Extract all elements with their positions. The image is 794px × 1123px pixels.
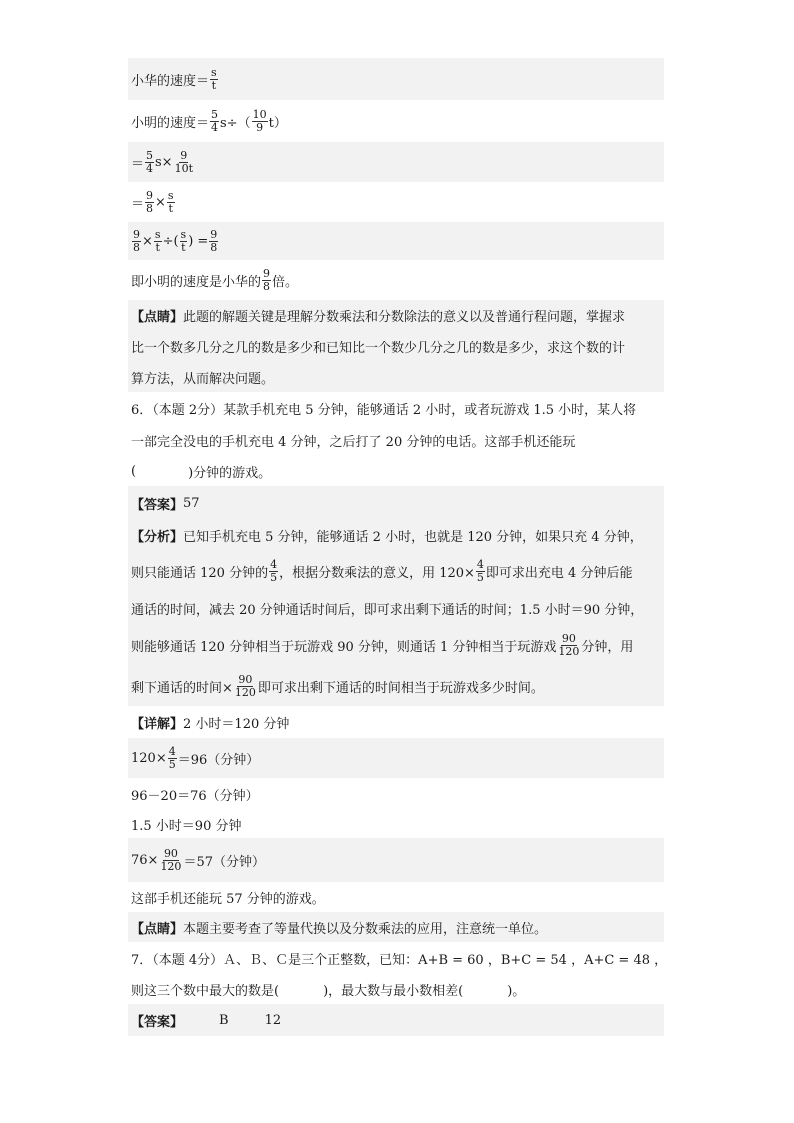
fraction: $\frac{5}{4}$	[146, 148, 154, 175]
solution-line: 小明的速度＝ $\frac{5}{4}$ s÷（ $\frac{10}{9}$ t）	[128, 100, 664, 142]
fraction: $\frac{9}{10t}$	[174, 148, 194, 175]
fraction: $\frac{90}{120}$	[160, 846, 182, 873]
point-tag: 【点睛】	[131, 921, 184, 937]
question-7-line: 则这三个数中最大的数是( )，最大数与最小数相差( )。	[128, 974, 664, 1004]
detail-line: 【详解】 2 小时＝120 分钟	[128, 706, 664, 738]
point-line: 比一个数多几分之几的数是多少和已知比一个数少几分之几的数是多少，求这个数的计	[128, 330, 664, 362]
document-page	[128, 58, 668, 1036]
solution-line: ＝ $\frac{9}{8}$ × $\frac{s}{t}$	[128, 182, 664, 222]
answer-line	[128, 486, 664, 520]
fraction: $\frac{s}{t}$	[180, 227, 187, 254]
point-line: 【点睛】 本题主要考查了等量代换以及分数乘法的应用，注意统一单位。	[128, 912, 664, 942]
question-6-line: 6．（本题 2分）某款手机充电 5 分钟，能够通话 2 小时，或者玩游戏 1.5 小时，某人将	[128, 392, 664, 424]
solution-line: $\frac{9}{8}$ × $\frac{s}{t}$ ÷( $\frac{s}{t}$ ) = $\frac{9}{8}$	[128, 222, 664, 260]
analysis-line: 通话的时间，减去 20 分钟通话时间后，即可求出剩下通话的时间；1.5 小时＝90 分钟，	[128, 592, 664, 624]
answer-value: 57	[183, 495, 200, 511]
detail-line: 120× $\frac{4}{5}$ ＝96（分钟）	[128, 738, 664, 778]
fraction: $\frac{9}{8}$	[133, 227, 140, 254]
solution-line	[128, 58, 664, 100]
analysis-tag: 【分析】	[131, 529, 184, 545]
fraction: $\frac{s}{t}$	[167, 188, 174, 215]
solution-line: 即小明的速度是小华的 $\frac{9}{8}$ 倍。	[128, 260, 664, 300]
analysis-line: 【分析】 已知手机充电 5 分钟，能够通话 2 小时，也就是 120 分钟，如果只充 4 分钟，	[128, 520, 664, 550]
detail-line: 76× $\frac{90}{120}$ ＝57（分钟）	[128, 838, 664, 882]
solution-line: ＝ $\frac{5}{4}$ s× $\frac{9}{10t}$	[128, 142, 664, 182]
fraction: $\frac{9}{8}$	[210, 227, 218, 254]
fraction: $\frac{4}{5}$	[476, 557, 484, 584]
question-7-line: 7．（本题 4分）Ａ、Ｂ、Ｃ是三个正整数，已知：A+B = 60 ，B+C = 54 ，A+C = 48 ，	[128, 942, 664, 974]
fraction: $\frac{4}{5}$	[168, 744, 176, 771]
question-6-line: ( )分钟的游戏。	[128, 456, 664, 486]
detail-line: 这部手机还能玩 57 分钟的游戏。	[128, 882, 664, 912]
analysis-line: 则能够通话 120 分钟相当于玩游戏 90 分钟，则通话 1 分钟相当于玩游戏 $\frac{90}{120}$ 分钟，用	[128, 624, 664, 666]
answer-value: 12	[264, 1012, 282, 1028]
fraction: $\frac{s}{t}$	[154, 227, 161, 254]
fraction: $\frac{4}{5}$	[270, 557, 278, 584]
detail-line: 96－20＝76（分钟）	[128, 778, 664, 810]
point-line: 算方法，从而解决问题。	[128, 362, 664, 392]
fraction: $\frac{90}{120}$	[234, 672, 256, 699]
fraction: $\frac{10}{9}$	[252, 107, 267, 134]
fraction: $\frac{9}{8}$	[263, 266, 271, 293]
detail-tag: 【详解】	[131, 716, 184, 732]
fraction: $\frac{90}{120}$	[558, 631, 580, 658]
answer-tag: 【答案】	[131, 497, 184, 513]
fraction: $\frac{5}{4}$	[211, 107, 219, 134]
point-tag: 【点睛】	[131, 309, 184, 325]
fraction: $\frac{9}{8}$	[146, 188, 154, 215]
answer-value: B	[219, 1012, 229, 1028]
analysis-line: 剩下通话的时间× $\frac{90}{120}$ 即可求出剩下通话的时间相当于玩游戏多少时间。	[128, 666, 664, 706]
point-line: 【点睛】 此题的解题关键是理解分数乘法和分数除法的意义以及普通行程问题，掌握求	[128, 300, 664, 330]
answer-tag: 【答案】	[131, 1014, 184, 1030]
question-6-line: 一部完全没电的手机充电 4 分钟，之后打了 20 分钟的电话。这部手机还能玩	[128, 424, 664, 456]
answer-line	[128, 1004, 664, 1036]
analysis-line: 则只能通话 120 分钟的 $\frac{4}{5}$ ，根据分数乘法的意义，用 120× $\frac{4}{5}$ 即可求出充电 4 分钟后能	[128, 550, 664, 592]
detail-line: 1.5 小时＝90 分钟	[128, 810, 664, 838]
text: 小华的速度＝	[131, 73, 210, 89]
fraction: $\frac{s}{t}$	[211, 65, 217, 92]
